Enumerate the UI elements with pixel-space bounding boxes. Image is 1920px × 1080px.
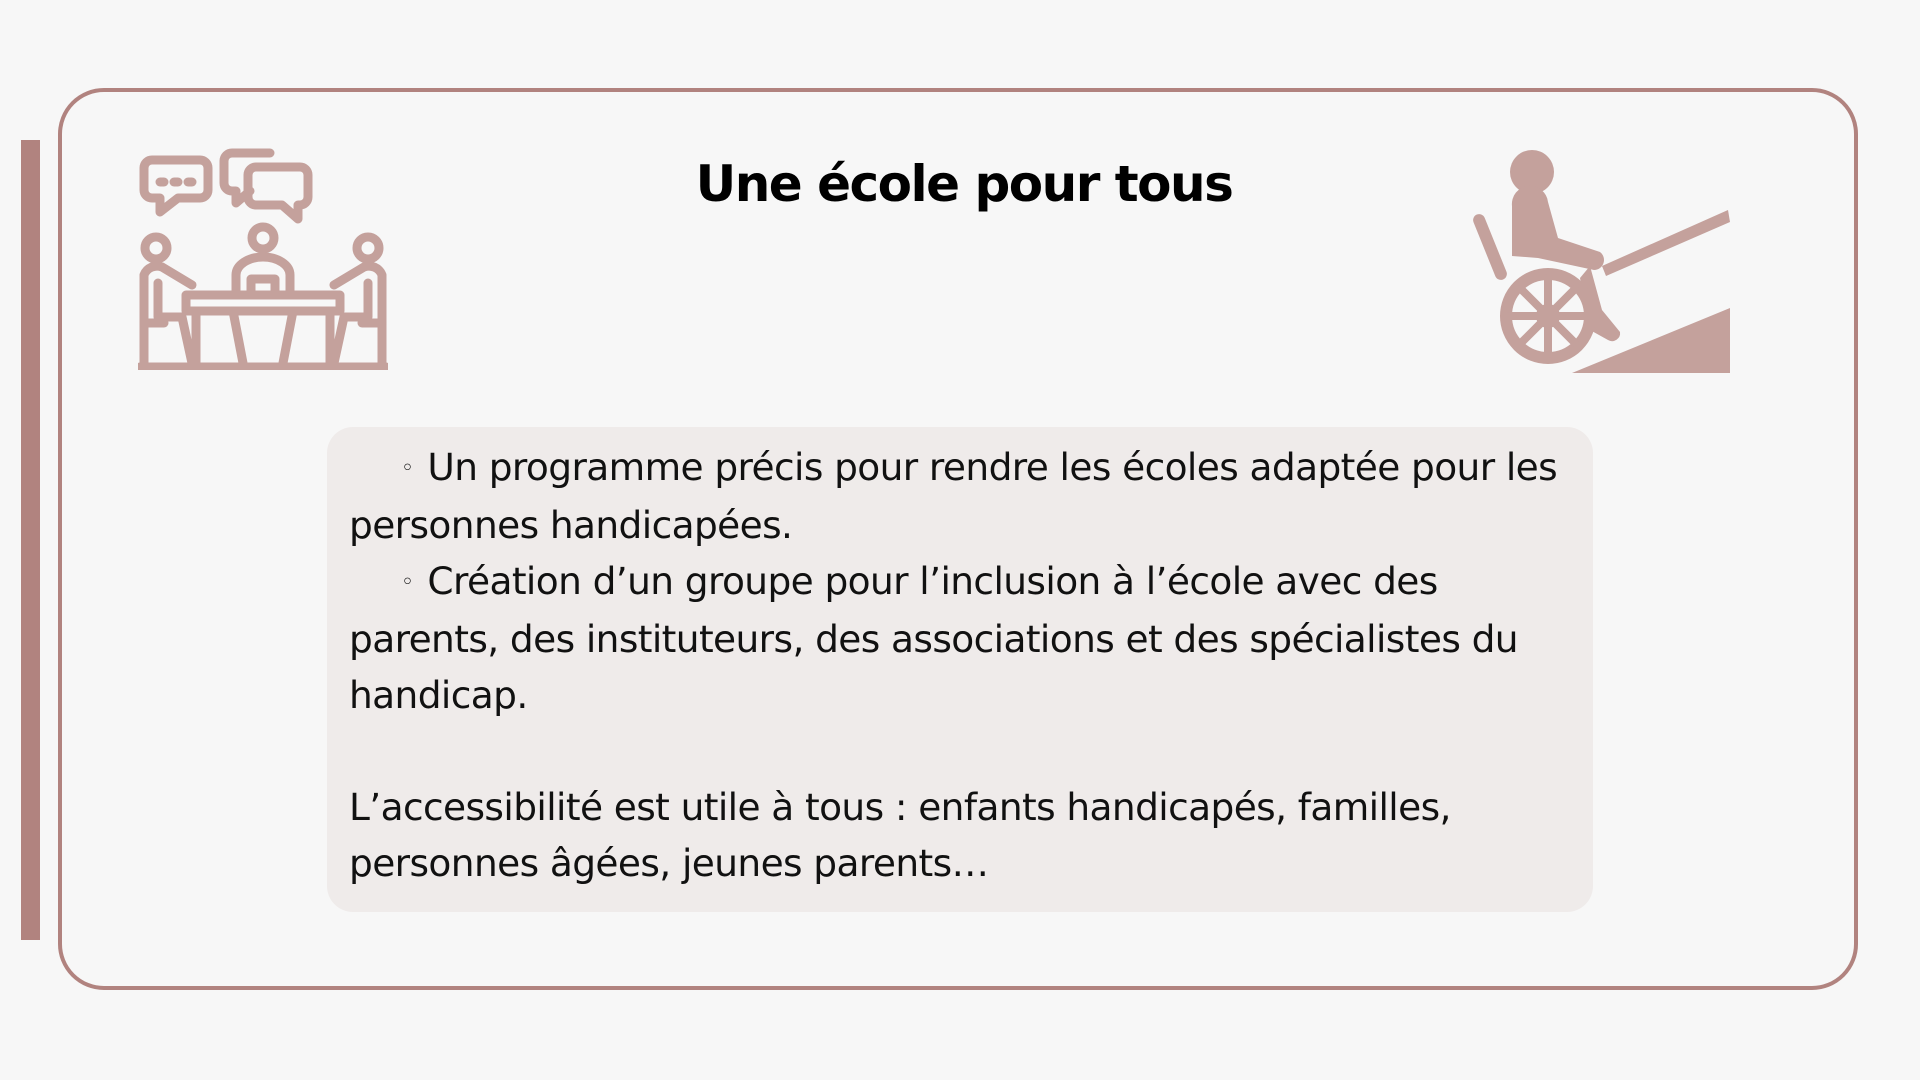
wheelchair-ramp-icon: [1462, 148, 1730, 376]
bullet-marker: ◦: [401, 456, 414, 481]
bullet-text: Un programme précis pour rendre les écoles adaptée pour les personnes handicapées.: [349, 445, 1558, 547]
paragraph-spacer: [349, 723, 1573, 779]
meeting-table-icon: [138, 145, 388, 370]
content-box: [327, 427, 1593, 912]
accessibility-note: L’accessibilité est utile à tous : enfants handicapés, familles, personnes âgées, jeunes parents…: [349, 785, 1451, 885]
bullet-text: Création d’un groupe pour l’inclusion à l’école avec des parents, des instituteurs, des associations et des spécialistes du handicap.: [349, 559, 1518, 717]
bullet-item: [349, 553, 1573, 723]
accent-bar: [21, 140, 40, 940]
bullet-item: [349, 439, 1573, 553]
slide-title: Une école pour tous: [695, 155, 1233, 213]
bullet-marker: ◦: [401, 570, 414, 595]
